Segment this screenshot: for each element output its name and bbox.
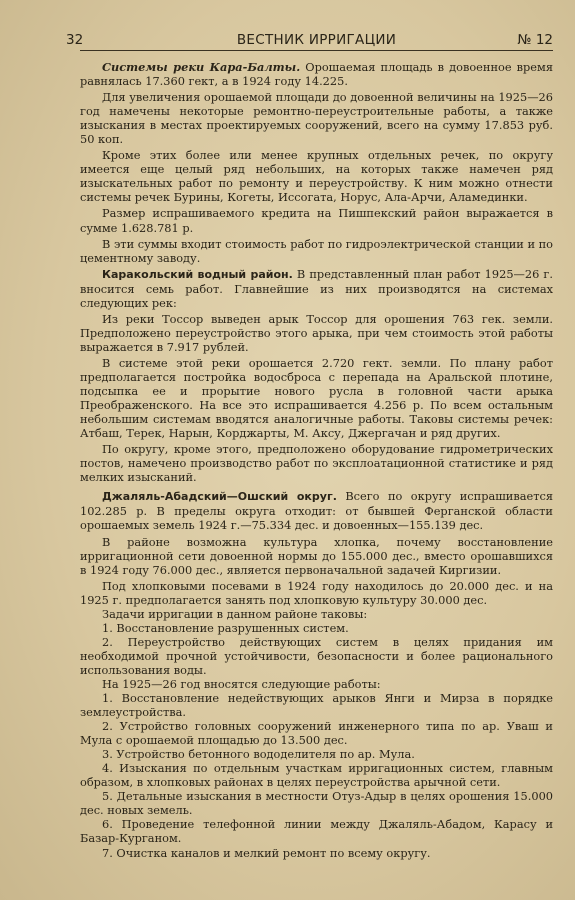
list-item: 4. Изыскания по отдельным участкам ирригационных систем, главным образом, в хлопковых районах в целях переустройства арычной сети. [80,761,553,790]
paragraph: На 1925—26 год вносятся следующие работы: [102,676,381,691]
paragraph: Каракольский водный район. В представленный план работ 1925—26 г. вносится семь работ. Главнейшие из них производятся на системах следующих рек: [80,266,553,310]
issue-number: № 12 [517,32,553,48]
paragraph: Под хлопковыми посевами в 1924 году находилось до 20.000 дес. и на 1925 г. предполагается занять под хлопковую культуру 30.000 дес. [80,578,553,607]
list-item: 1. Восстановление разрушенных систем. [102,620,349,635]
list-item: 6. Проведение телефонной линии между Джаляль-Абадом, Карасу и Базар-Курганом. [80,817,553,846]
list-item: 5. Детальные изыскания в местности Отуз-Адыр в целях орошения 15.000 дес. новых земель. [80,789,553,818]
paragraph: Кроме этих более или менее крупных отдельных речек, по округу имеется еще целый ряд небольших, на которых также намечен ряд изыскательных работ по ремонту и переустройству. К ним можно отнести системы речек Бурины, Когеты, Иссогата, Норус, Ала-Арчи, Аламединки. [80,148,553,205]
list-item: 2. Устройство головных сооружений инженерного типа по ар. Уваш и Мула с орошаемой площадью до 13.500 дес. [80,719,553,748]
paragraph: Для увеличения орошаемой площади до довоенной величины на 1925—26 год намечены некоторые ремонтно-переустроительные работы, а также изыскания в местах проектируемых сооружений, всего на сумму 17.853 руб. 50 коп. [80,90,553,147]
paragraph: Системы реки Кара-Балты. Орошаемая площадь в довоенное время равнялась 17.360 гект, а в 1924 году 14.225. [80,60,553,89]
paragraph: Задачи ирригации в данном районе таковы: [102,606,368,621]
section-heading: Системы реки Кара-Балты. [102,60,301,74]
journal-title: ВЕСТНИК ИРРИГАЦИИ [236,32,397,48]
list-item: 1. Восстановление недействующих арыков Янги и Мирза в порядке землеустройства. [80,691,553,720]
list-item: 3. Устройство бетонного вододелителя по ар. Мула. [102,747,415,762]
list-item: 2. Переустройство действующих систем в целях придания им необходимой прочной устойчивости, безопасности и более рационального использования воды. [80,634,553,677]
running-header [66,30,553,51]
paragraph: В районе возможна культура хлопка, почему восстановление ирригационной сети довоенной нормы до 155.000 дес., вместо орошавшихся в 1924 году 76.000 дес., является первоначальной задачей Киргизии. [80,534,553,577]
page-number: 32 [66,32,84,48]
paragraph: По округу, кроме этого, предположено оборудование гидрометрических постов, намечено производство работ по эксплоатационной статистике и ряд мелких изысканий. [80,442,553,485]
section-heading: Каракольский водный район. [102,267,293,281]
section-heading: Джаляль-Абадский—Ошский округ. [102,490,337,504]
article-body [80,60,553,860]
paragraph: В системе этой реки орошается 2.720 гект. земли. По плану работ предполагается постройка водосброса с перепада на Аральской плотине, подсыпка ее и прорытие нового русла в головной части арыка Преображенского. На все это испрашивается 4.256 р. По всем остальным небольшим системам вводятся аналогичные работы. Таковы системы речек: Атбаш, Терек, Нарын, Корджарты, М. Аксу, Джергачан и ряд других. [80,355,553,441]
paragraph: Размер испрашиваемого кредита на Пишпекский район выражается в сумме 1.628.781 р. [80,206,553,235]
list-item: 7. Очистка каналов и мелкий ремонт по всему округу. [102,845,431,860]
paragraph: Джаляль-Абадский—Ошский округ. Всего по округу испрашивается 102.285 р. В пределы округа отходит: от бывшей Ферганской области орошаемых земель 1924 г.—75.334 дес. и довоенных—155.139 дес. [80,489,553,533]
paragraph: В эти суммы входит стоимость работ по гидроэлектрической станции и по цементному заводу. [80,236,553,265]
paragraph: Из реки Тоссор выведен арык Тоссор для орошения 763 гек. земли. Предположено переустройство этого арыка, при чем стоимость этой работы выражается в 7.917 рублей. [80,311,553,354]
